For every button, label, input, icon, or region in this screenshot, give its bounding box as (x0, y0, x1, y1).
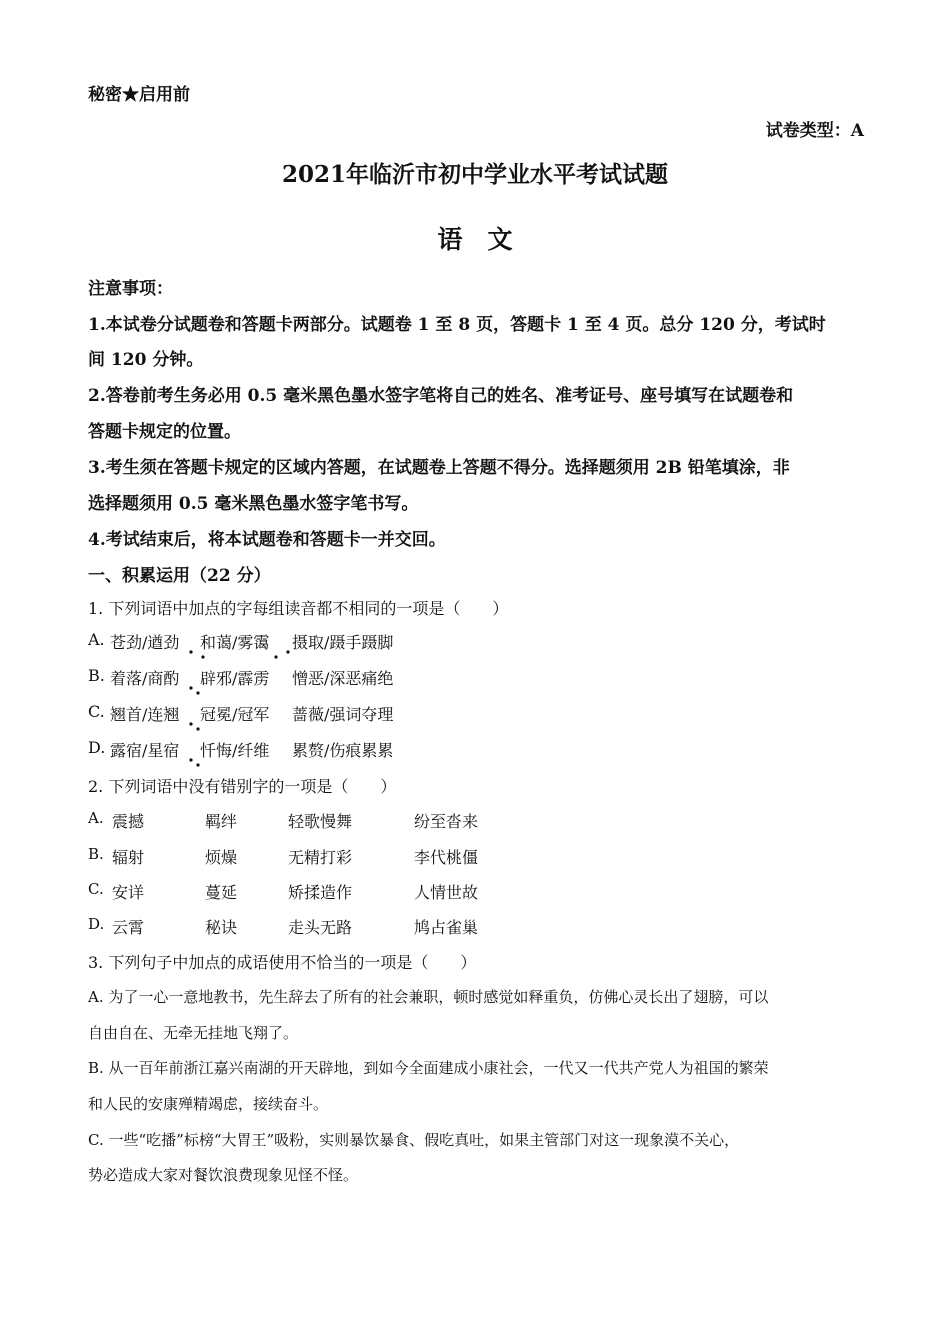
option-word: 烦燥 (205, 848, 238, 867)
q3-option-b-cont: 和人民的安康殚精竭虑，接续奋斗。 (88, 1095, 329, 1113)
section-heading: 一、积累运用（22 分） (88, 566, 271, 586)
q3-option-c-cont: 势必造成大家对餐饮浪费现象见怪不怪。 (88, 1166, 359, 1184)
option-label: D. (88, 915, 105, 933)
option-word: 秘诀 (205, 918, 238, 937)
option-word-pair: 冠冕/冠军 (200, 705, 270, 724)
option-word: 辐射 (112, 848, 145, 867)
notice-heading: 注意事项： (88, 279, 173, 299)
option-word-pair: 摄取/蹑手蹑脚 (292, 633, 394, 652)
option-word-pair: 着落/商酌 (110, 669, 180, 688)
option-word: 人情世故 (414, 883, 479, 902)
question-3-stem: 3. 下列句子中加点的成语使用不恰当的一项是（ ） (88, 953, 477, 972)
q3-option-a: A. 为了一心一意地教书，先生辞去了所有的社会兼职，顿时感觉如释重负，仿佛心灵长出了翅膀，可以 (88, 988, 769, 1006)
option-label: B. (88, 845, 104, 863)
question-1-stem: 1. 下列词语中加点的字每组读音都不相同的一项是（ ） (88, 599, 509, 618)
option-word-pair: 蔷薇/强词夺理 (292, 705, 394, 724)
q3-option-b: B. 从一百年前浙江嘉兴南湖的开天辟地，到如今全面建成小康社会，一代又一代共产党人为祖国的繁荣 (88, 1059, 769, 1077)
option-word: 云霄 (112, 918, 145, 937)
notice-item-1-cont: 间 120 分钟。 (88, 350, 204, 370)
option-word: 震撼 (112, 812, 145, 831)
option-word: 轻歌慢舞 (288, 812, 353, 831)
option-label: A. (88, 809, 104, 827)
notice-item-2: 2.答卷前考生务必用 0.5 毫米黑色墨水签字笔将自己的姓名、准考证号、座号填写在试题卷和 (88, 386, 794, 406)
option-word: 走头无路 (288, 918, 353, 937)
q3-option-c: C. 一些“吃播”标榜“大胃王”吸粉，实则暴饮暴食、假吃真吐，如果主管部门对这一现象漠不关心， (88, 1131, 740, 1149)
notice-item-3-cont: 选择题须用 0.5 毫米黑色墨水签字笔书写。 (88, 494, 419, 514)
option-word: 羁绊 (205, 812, 238, 831)
option-word: 蔓延 (205, 883, 238, 902)
option-word-pair: 和蔼/雾霭 (200, 633, 270, 652)
option-word-pair: 苍劲/遒劲 (110, 633, 180, 652)
option-word: 安详 (112, 883, 145, 902)
option-label: B. (88, 666, 105, 685)
notice-item-4: 4.考试结束后，将本试题卷和答题卡一并交回。 (88, 530, 446, 550)
confidential-label: 秘密★启用前 (88, 85, 190, 105)
notice-item-1: 1.本试卷分试题卷和答题卡两部分。试题卷 1 至 8 页，答题卡 1 至 4 页。总分 120 分，考试时 (88, 315, 826, 335)
notice-item-2-cont: 答题卡规定的位置。 (88, 422, 241, 442)
option-label: C. (88, 880, 104, 898)
notice-item-3: 3.考生须在答题卡规定的区域内答题，在试题卷上答题不得分。选择题须用 2B 铅笔填涂，非 (88, 458, 790, 478)
option-word-pair: 露宿/星宿 (110, 741, 180, 760)
option-label: A. (88, 630, 105, 649)
option-word-pair: 辟邪/霹雳 (200, 669, 270, 688)
option-word: 纷至沓来 (414, 812, 479, 831)
question-2-stem: 2. 下列词语中没有错别字的一项是（ ） (88, 777, 397, 796)
option-word: 鸠占雀巢 (414, 918, 479, 937)
exam-title: 2021年临沂市初中学业水平考试试题 (281, 161, 668, 188)
option-word: 矫揉造作 (288, 883, 353, 902)
q3-option-a-cont: 自由自在、无牵无挂地飞翔了。 (88, 1024, 299, 1042)
option-label: C. (88, 702, 105, 721)
subject-title: 语 文 (437, 225, 513, 254)
option-word-pair: 憎恶/深恶痛绝 (292, 669, 394, 688)
option-word: 李代桃僵 (414, 848, 479, 867)
option-word: 无精打彩 (288, 848, 353, 867)
option-word-pair: 忏悔/纤维 (200, 741, 270, 760)
option-label: D. (88, 738, 106, 757)
paper-type-label: 试卷类型：A (765, 121, 864, 141)
option-word-pair: 累赘/伤痕累累 (292, 741, 394, 760)
option-word-pair: 翘首/连翘 (110, 705, 180, 724)
